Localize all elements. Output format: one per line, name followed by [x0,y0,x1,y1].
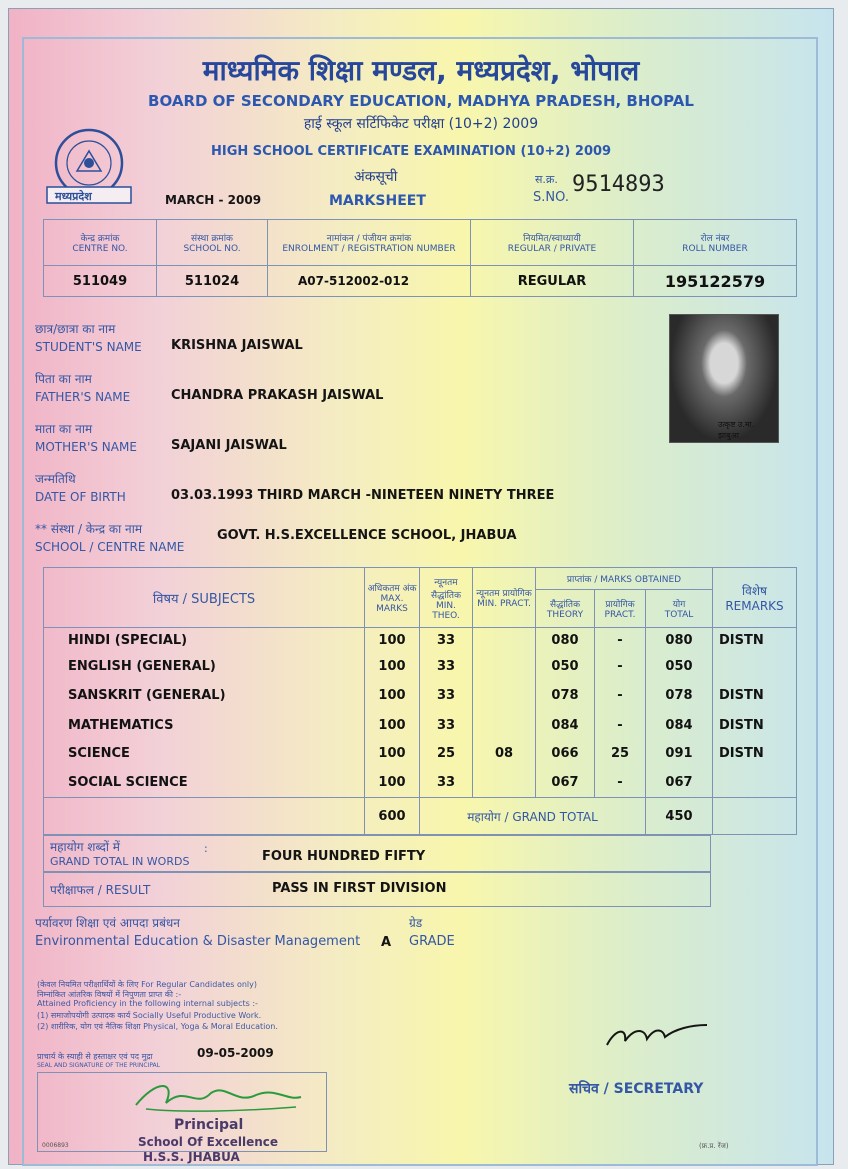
words-hindi: महायोग शब्दों में [50,840,120,854]
words-label: GRAND TOTAL IN WORDS [50,855,190,868]
centre-no-value: 511049 [44,266,157,297]
exam-title-english: HIGH SCHOOL CERTIFICATE EXAMINATION (10+2) 2009 [211,144,612,159]
env-education-hindi: पर्यावरण शिक्षा एवं आपदा प्रबंधन [35,916,180,930]
pract-label: PRACT. [604,609,636,620]
min-theory-hindi: न्यूनतम सैद्धांतिक [431,577,461,601]
min-theory-label: MIN. THEO. [432,600,460,621]
theory-header [536,589,595,628]
enrolment-value: A07-512002-012 [268,266,471,297]
student-name-hindi: छात्र/छात्रा का नाम [35,322,116,336]
remarks-cell: DISTN [713,740,797,768]
student-name-value: KRISHNA JAISWAL [171,338,303,353]
serial-number-label: S.NO. [533,190,569,205]
pract-cell: - [595,712,646,740]
board-title-english: BOARD OF SECONDARY EDUCATION, MADHYA PRADESH, BHOPAL [148,92,694,110]
theory-hindi: सैद्धांतिक [550,599,580,610]
serial-number-value: 9514893 [572,172,665,197]
table-row [44,654,797,680]
print-code: (फ्र.प्र. रेंज) [699,1142,729,1150]
subject-name: SOCIAL SCIENCE [44,768,365,798]
note-line-4: (1) समाजोपयोगी उत्पादक कार्य Socially Useful Productive Work. [37,1011,262,1020]
school-no-hindi: संस्था क्रमांक [191,234,233,244]
total-cell: 050 [646,654,713,680]
table-row [44,679,797,711]
remarks-cell: DISTN [713,628,797,654]
serial-number-hindi: स.क्र. [535,173,558,186]
min-theory-header [420,568,473,628]
words-colon: : [204,842,208,855]
theory-cell: 078 [536,679,595,711]
subject-name: HINDI (SPECIAL) [44,628,365,654]
student-name-label: STUDENT'S NAME [35,340,142,354]
father-name-label: FATHER'S NAME [35,390,131,404]
subject-name: SANSKRIT (GENERAL) [44,679,365,711]
min-theory-cell: 33 [420,679,473,711]
school-name-label: SCHOOL / CENTRE NAME [35,540,185,554]
photo-stamp-text: उत्कृष्ट उ.मा. झाबुआ [718,420,755,440]
father-name-value: CHANDRA PRAKASH JAISWAL [171,388,384,403]
pract-cell: - [595,768,646,798]
total-cell: 091 [646,740,713,768]
table-row [44,712,797,740]
min-theory-cell: 33 [420,712,473,740]
env-grade-value: A [381,935,392,950]
note-line-3: Attained Proficiency in the following internal subjects :- [37,999,258,1008]
issue-date: 09-05-2009 [197,1046,274,1060]
min-theory-cell: 33 [420,654,473,680]
theory-cell: 080 [536,628,595,654]
min-pract-header [473,568,536,628]
max-marks-cell: 100 [365,712,420,740]
table-row [44,740,797,768]
regular-private-value: REGULAR [471,266,634,297]
min-pract-cell [473,712,536,740]
school-name-hindi: ** संस्था / केन्द्र का नाम [35,522,142,536]
marks-table [43,567,797,835]
theory-cell: 050 [536,654,595,680]
max-marks-cell: 100 [365,740,420,768]
subject-name: SCIENCE [44,740,365,768]
min-pract-cell [473,679,536,711]
exam-title-hindi: हाई स्कूल सर्टिफिकेट परीक्षा (10+2) 2009 [303,116,539,132]
theory-cell: 084 [536,712,595,740]
school-name-value: GOVT. H.S.EXCELLENCE SCHOOL, JHABUA [217,528,517,543]
pract-cell: - [595,654,646,680]
total-header [646,589,713,628]
remarks-label: REMARKS [725,599,784,614]
stamp-principal: Principal [174,1117,244,1133]
roll-number-header [634,220,797,266]
dob-label: DATE OF BIRTH [35,490,126,504]
principal-signature-box [37,1072,327,1152]
board-title-hindi: माध्यमिक शिक्षा मण्डल, मध्यप्रदेश, भोपाल [202,54,640,87]
max-marks-hindi: अधिकतम अंक [367,584,417,595]
grand-total-row [44,798,797,835]
exam-session: MARCH - 2009 [165,193,262,207]
subject-name: ENGLISH (GENERAL) [44,654,365,680]
subjects-header: विषय / SUBJECTS [44,568,365,628]
total-cell: 067 [646,768,713,798]
max-marks-header [365,568,420,628]
remarks-header [713,568,797,628]
pract-hindi: प्रायोगिक [605,599,635,610]
total-label: TOTAL [664,609,694,620]
max-marks-cell: 100 [365,628,420,654]
marksheet-title: MARKSHEET [329,193,426,209]
remarks-cell [713,654,797,680]
grand-max-marks: 600 [365,798,420,835]
marksheet-hindi: अंकसूची [354,169,398,185]
regular-private-header [471,220,634,266]
principal-signature-hindi: प्राचार्य के स्याही से हस्ताक्षर एवं पद मुद्रा [37,1052,153,1061]
total-hindi: योग [672,599,686,610]
total-cell: 078 [646,679,713,711]
regular-private-hindi: नियमित/स्वाध्यायी [523,234,581,244]
centre-no-label: CENTRE NO. [72,244,128,254]
theory-label: THEORY [546,609,584,620]
remarks-hindi: विशेष [742,584,767,599]
principal-signature-icon [126,1075,306,1117]
stamp-school: School Of Excellence [138,1135,279,1149]
stamp-location: H.S.S. JHABUA [143,1150,240,1164]
roll-number-label: ROLL NUMBER [682,244,748,254]
grade-hindi: ग्रेड [409,916,423,930]
min-pract-cell [473,768,536,798]
max-marks-cell: 100 [365,768,420,798]
mother-name-label: MOTHER'S NAME [35,440,137,454]
pract-cell: - [595,679,646,711]
mother-name-hindi: माता का नाम [35,422,93,436]
school-no-value: 511024 [157,266,268,297]
dob-value: 03.03.1993 THIRD MARCH -NINETEEN NINETY THREE [171,488,555,503]
centre-no-hindi: केन्द्र क्रमांक [80,234,120,244]
table-row [44,628,797,654]
min-pract-cell [473,628,536,654]
remarks-cell: DISTN [713,712,797,740]
total-cell: 084 [646,712,713,740]
min-theory-cell: 33 [420,768,473,798]
pract-cell: - [595,628,646,654]
grand-total-words-box [43,835,711,873]
emblem-label: मध्यप्रदेश [55,190,92,203]
roll-number-hindi: रोल नंबर [700,234,730,244]
table-row [44,768,797,798]
note-line-2: निम्नांकित आंतरिक विषयों में निपुणता प्राप्त की :- [37,990,182,999]
mother-name-value: SAJANI JAISWAL [171,438,287,453]
total-cell: 080 [646,628,713,654]
result-label: परीक्षाफल / RESULT [50,883,151,897]
note-line-1: (केवल नियमित परीक्षार्थियों के लिए For Regular Candidates only) [37,980,257,989]
subject-name: MATHEMATICS [44,712,365,740]
min-pract-cell: 08 [473,740,536,768]
pract-cell: 25 [595,740,646,768]
pract-header [595,589,646,628]
enrolment-hindi: नामांकन / पंजीयन क्रमांक [326,234,412,244]
max-marks-cell: 100 [365,654,420,680]
grade-label: GRADE [409,934,455,949]
marksheet-document [8,8,834,1165]
document-code: 0006893 [42,1142,69,1149]
max-marks-cell: 100 [365,679,420,711]
marks-obtained-header: प्राप्तांक / MARKS OBTAINED [536,568,713,590]
remarks-cell [713,768,797,798]
grand-total-value: 450 [646,798,713,835]
min-pract-hindi: न्यूनतम प्रायोगिक [476,589,532,600]
result-value: PASS IN FIRST DIVISION [272,881,447,896]
remarks-cell: DISTN [713,679,797,711]
enrolment-header [268,220,471,266]
min-pract-label: MIN. PRACT. [477,599,531,610]
secretary-signature-icon [601,1013,711,1053]
dob-hindi: जन्मतिथि [35,472,76,486]
note-line-5: (2) शारीरिक, योग एवं नैतिक शिक्षा Physical, Yoga & Moral Education. [37,1022,278,1031]
student-photo [669,314,779,443]
enrolment-label: ENROLMENT / REGISTRATION NUMBER [282,244,456,254]
school-no-label: SCHOOL NO. [183,244,241,254]
theory-cell: 067 [536,768,595,798]
roll-number-value: 195122579 [634,266,797,297]
father-name-hindi: पिता का नाम [35,372,92,386]
env-education-label: Environmental Education & Disaster Management [35,934,361,949]
centre-no-header [44,220,157,266]
theory-cell: 066 [536,740,595,768]
min-theory-cell: 33 [420,628,473,654]
regular-private-label: REGULAR / PRIVATE [507,244,597,254]
principal-signature-label: SEAL AND SIGNATURE OF THE PRINCIPAL [37,1062,160,1069]
words-value: FOUR HUNDRED FIFTY [262,849,426,864]
min-theory-cell: 25 [420,740,473,768]
min-pract-cell [473,654,536,680]
school-no-header [157,220,268,266]
max-marks-label: MAX. MARKS [376,594,408,615]
result-box [43,871,711,907]
secretary-label: सचिव / SECRETARY [569,1081,704,1097]
grand-total-label: महायोग / GRAND TOTAL [420,798,646,835]
candidate-info-table [43,219,797,297]
